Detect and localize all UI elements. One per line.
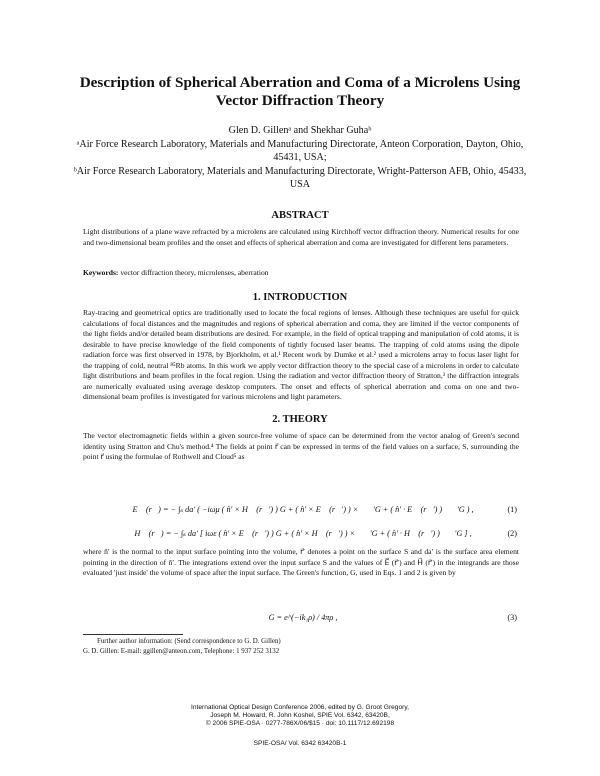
footnote-contact: G. D. Gillen: E-mail: ggillen@anteon.com, Telephone: 1 937 252 3132 xyxy=(83,648,280,655)
equation-3-expression: G = e^(−ik₁ρ) / 4πρ , xyxy=(268,613,338,622)
keywords-list: vector diffraction theory, microlenses, aberration xyxy=(118,268,269,277)
introduction-heading: 1. INTRODUCTION xyxy=(252,292,348,303)
affiliation-a: ᵃAir Force Research Laboratory, Materials and Manufacturing Directorate, Anteon Corporation, Dayton, Ohio, 45431, USA; xyxy=(76,139,524,163)
equation-1 xyxy=(83,503,519,517)
equation-2-expression: H⃗ (r⃗) = − ∫ₛ da′ [ iωε ( n̂′ × E⃗ (r⃗′) ) G + ( n̂′ × H⃗ (r⃗′) ) × ∇⃗′G + ( n̂′ · H⃗ (r⃗′) ) ∇⃗′G ] , xyxy=(134,529,472,538)
page-number: SPIE-OSA/ Vol. 6342 63420B-1 xyxy=(253,740,347,747)
equation-1-number: (1) xyxy=(507,505,517,514)
theory-paragraph-2: where n̂′ is the normal to the input surface pointing into the volume, r⃗′ denotes a point on the surface S and da′ is the surface area element pointing in the direction of n̂′. The integrations extend over the input surface S and the values of E⃗ (r⃗′) and H⃗ (r⃗′) in the integrands are those evaluated 'just inside' the volume of space after the input surface. The Green's function, G, used in Eqs. 1 and 2 is given by xyxy=(83,547,519,577)
conference-citation: International Optical Design Conference 2006, edited by G. Groot Gregory, Joseph M. Howard, R. John Koshel, SPIE Vol. 6342, 63420B, © 2006 SPIE-OSA · 0277-786X/06/$15 · doi: 10.1117/12.692198 xyxy=(191,704,409,728)
paper-title: Description of Spherical Aberration and Coma of a Microlens Using Vector Diffraction Theory xyxy=(79,74,521,109)
equation-3-number: (3) xyxy=(507,613,517,622)
equation-1-expression: E⃗ (r⃗) = − ∫ₛ da′ ( −iωμ ( n̂′ × H⃗ (r⃗′) ) G + ( n̂′ × E⃗ (r⃗′) ) × ∇⃗′G + ( n̂′ · E⃗ (r⃗′) ) ∇⃗′G ) , xyxy=(132,505,474,514)
introduction-text: Ray-tracing and geometrical optics are traditionally used to locate the focal regions of lenses. Although these techniques are useful for quick calculations of focal distances and the magnitudes and regions of spherical aberration and coma, they are limited if the vector components of the light fields and/or detailed beam distributions are desired. For example, in the field of optical trapping and manipulation of cold atoms, it is desirable to have precise knowledge of the field components of tightly focused laser beams. The trapping of cold atoms using the dipole radiation force was first observed in 1978, by Bjorkholm, et al.¹ Recent work by Dumke et al.² used a microlens array to focus laser light for the trapping of cold, neutral ⁸⁵Rb atoms. In this work we apply vector diffraction theory to the special case of a microlens in order to calculate light distributions and beam profiles in the focal region. Using the radiation and vector diffraction theory of Stratton,³ the diffraction integrals are numerically evaluated using average desktop computers. The onset and effects of spherical aberration and coma on one and two-dimensional beam profiles is investigated for various microlens and light parameters. xyxy=(83,308,519,401)
abstract-text: Light distributions of a plane wave refracted by a microlens are calculated using Kirchhoff vector diffraction theory. Numerical results for one and two-dimensional beam profiles and the onset and effects of spherical aberration and coma are investigated for different lens parameters. xyxy=(83,227,519,247)
equation-2 xyxy=(83,527,519,541)
equation-3 xyxy=(83,611,519,625)
author-list: Glen D. Gillenᵃ and Shekhar Guhaᵇ xyxy=(228,125,372,136)
keywords xyxy=(83,268,519,279)
footnote-author-info: Further author information: (Send correspondence to G. D. Gillen) xyxy=(97,638,281,645)
affiliation-b: ᵇAir Force Research Laboratory, Materials and Manufacturing Directorate, Wright-Patterson AFB, Ohio, 45433, USA xyxy=(73,166,527,190)
footnote-rule xyxy=(83,634,183,635)
theory-paragraph-1: The vector electromagnetic fields within a given source-free volume of space can be determined from the vector analog of Green's second identity using Stratton and Chu's method.⁴ The fields at point r⃗ can be expressed in terms of the field values on a surface, S, surrounding the point r⃗ using the formulae of Rothwell and Cloud⁵ as xyxy=(83,431,519,461)
theory-heading: 2. THEORY xyxy=(272,414,328,425)
abstract-heading: ABSTRACT xyxy=(271,210,329,221)
keywords-label: Keywords: xyxy=(83,268,119,277)
equation-2-number: (2) xyxy=(507,529,517,538)
